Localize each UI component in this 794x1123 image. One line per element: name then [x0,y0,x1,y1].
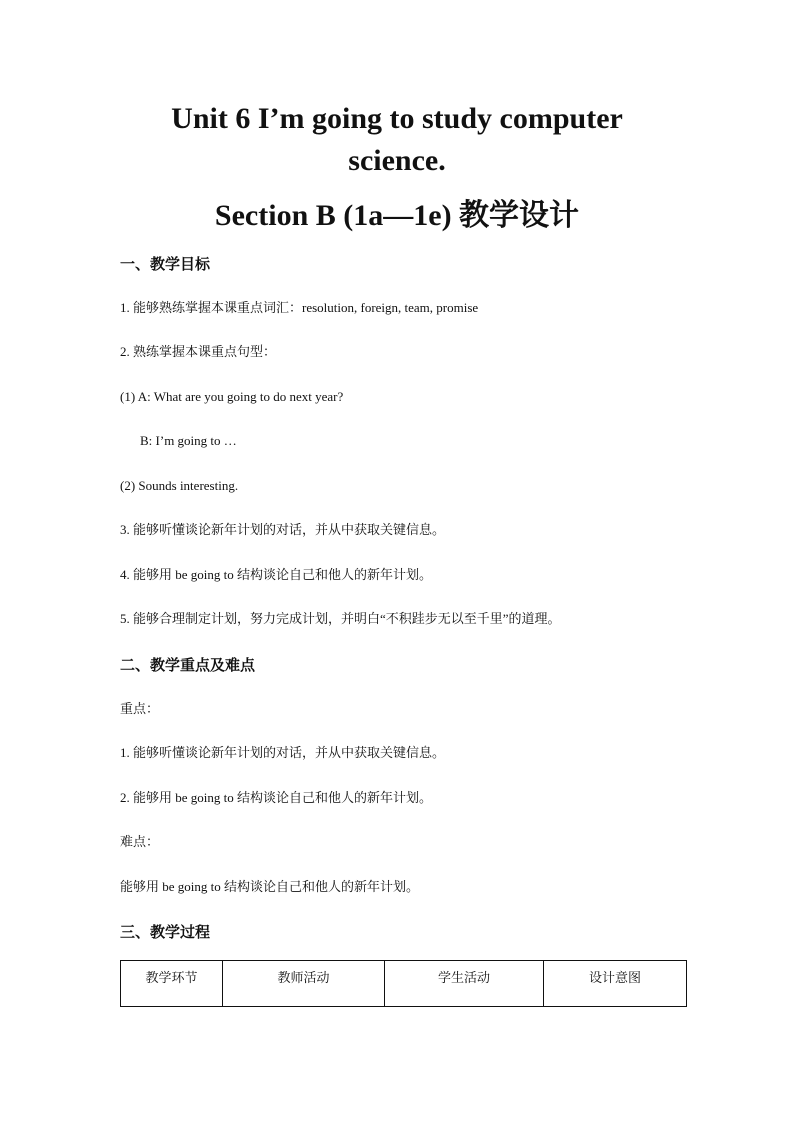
table-header-design-intent: 设计意图 [544,961,687,1007]
sentence-pattern-1a: (1) A: What are you going to do next year? [120,389,344,404]
objective-item-4: 4. 能够用 be going to 结构谈论自己和他人的新年计划。 [120,567,432,582]
section-heading-process: 三、教学过程 [120,923,211,941]
document-subtitle: Section B (1a—1e) 教学设计 [214,199,580,232]
table-header-student-activity: 学生活动 [385,961,544,1007]
sentence-pattern-1b: B: I’m going to … [140,433,237,448]
objective-item-5: 5. 能够合理制定计划，努力完成计划，并明白“不积跬步无以至千里”的道理。 [120,611,561,626]
table-header-row [121,961,687,1007]
teaching-process-table [120,960,687,1007]
key-point-item-2: 2. 能够用 be going to 结构谈论自己和他人的新年计划。 [120,790,432,805]
difficult-points-label: 难点： [120,834,160,849]
sentence-pattern-2: (2) Sounds interesting. [120,478,239,493]
objective-item-2: 2. 熟练掌握本课重点句型： [120,344,277,359]
table-header-teacher-activity: 教师活动 [223,961,385,1007]
table-header-stage: 教学环节 [121,961,223,1007]
key-points-label: 重点： [120,701,160,716]
document-title-line-1: Unit 6 I’m going to study computer [171,102,623,135]
difficult-point-item-1: 能够用 be going to 结构谈论自己和他人的新年计划。 [120,879,419,894]
document-title-line-2: science. [348,144,446,177]
objective-item-1: 1. 能够熟练掌握本课重点词汇：resolution, foreign, team, promise [120,300,479,315]
key-point-item-1: 1. 能够听懂谈论新年计划的对话，并从中获取关键信息。 [120,745,446,760]
objective-item-3: 3. 能够听懂谈论新年计划的对话，并从中获取关键信息。 [120,522,446,537]
section-heading-key-points: 二、教学重点及难点 [120,656,256,674]
section-heading-objectives: 一、教学目标 [120,255,211,273]
